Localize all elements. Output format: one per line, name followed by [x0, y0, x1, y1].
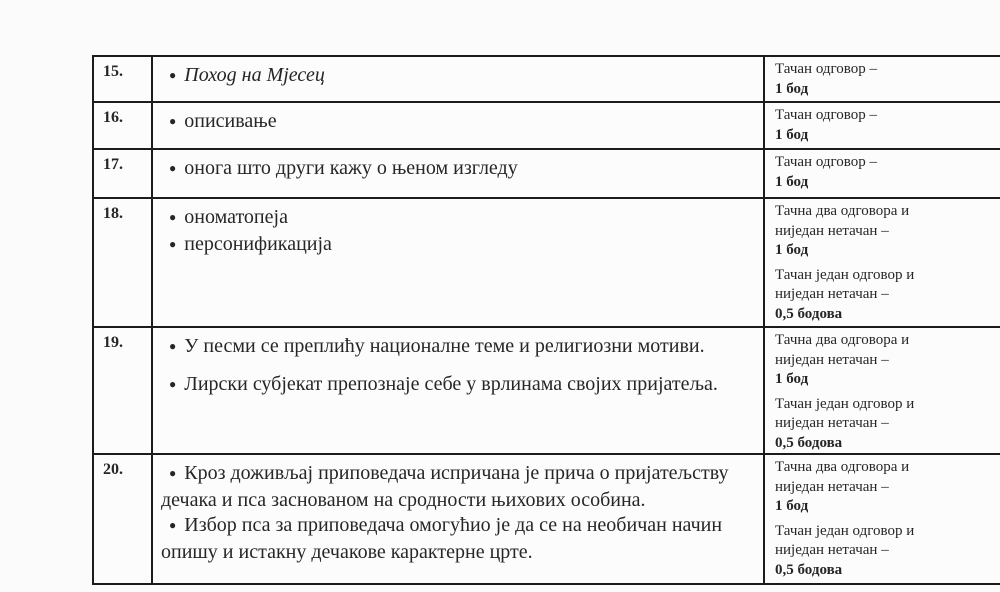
bullet-icon: ●	[169, 518, 177, 532]
scoring-line: Тачан одговор –	[775, 107, 878, 123]
scoring-cell	[764, 56, 1000, 102]
answer-text: Поход на Мјесец	[184, 64, 325, 86]
table-row	[93, 198, 1000, 327]
bullet-icon: ●	[169, 210, 177, 224]
scoring-line: Тачна два одговора и	[775, 459, 910, 475]
answer-text: Лирски субјекат препознаје себе у врлинама својих пријатеља.	[184, 373, 718, 395]
question-number-cell	[93, 149, 152, 198]
answer-item	[161, 109, 749, 136]
scoring-line: Тачан одговор –	[775, 61, 878, 77]
scoring-line: ниједан нетачан –	[775, 542, 889, 558]
answer-item	[161, 232, 749, 259]
scoring-line: 1 бод	[775, 498, 809, 514]
answer-cell	[152, 56, 764, 102]
scoring-line: 1 бод	[775, 126, 809, 143]
scoring-line: ниједан нетачан –	[775, 478, 889, 495]
bullet-icon: ●	[169, 339, 177, 353]
question-number: 18.	[103, 205, 123, 222]
scoring-line: Тачан један одговор и	[775, 522, 915, 539]
question-number: 20.	[103, 461, 123, 478]
scoring-line: 0,5 бодова	[775, 305, 843, 322]
scoring-line: 0,5 бодова	[775, 561, 843, 578]
answer-item	[161, 156, 749, 183]
answer-item	[161, 372, 749, 399]
scoring-line: Тачан један одговор и	[775, 266, 915, 283]
scoring-line: ниједан нетачан –	[775, 286, 889, 302]
answer-item	[161, 513, 749, 565]
table-row	[93, 327, 1000, 454]
scoring-line: Тачан одговор –	[775, 154, 878, 170]
table-row	[93, 454, 1000, 584]
table-row	[93, 102, 1000, 149]
question-number: 15.	[103, 63, 123, 80]
scoring-line: 0,5 бодова	[775, 434, 843, 451]
bullet-icon: ●	[169, 68, 177, 82]
scoring-line: 1 бод	[775, 242, 809, 258]
answer-text: описивање	[184, 110, 277, 132]
answer-cell	[152, 327, 764, 454]
scoring-line: 1 бод	[775, 371, 809, 387]
scoring-line: ниједан нетачан –	[775, 415, 889, 431]
scoring-line: 1 бод	[775, 80, 809, 97]
question-number: 19.	[103, 334, 123, 351]
answer-text: Избор пса за приповедача омогућио је да се на необичан начин опишу и истакну дечакове карактерне црте.	[161, 514, 723, 563]
answer-item	[161, 205, 749, 232]
answer-key-table-body	[93, 56, 1000, 584]
question-number-cell	[93, 198, 152, 327]
answer-text: У песми се преплићу националне теме и религиозни мотиви.	[184, 335, 705, 357]
answer-text: персонификација	[184, 233, 332, 255]
scoring-line: Тачна два одговора и	[775, 203, 910, 219]
scoring-cell	[764, 102, 1000, 149]
question-number: 16.	[103, 109, 123, 126]
scoring-cell	[764, 149, 1000, 198]
answer-text: Кроз доживљај приповедача испричана је прича о пријатељству дечака и пса заснованом на сродности њихових особина.	[161, 462, 729, 511]
scoring-line: 1 бод	[775, 173, 809, 190]
answer-item	[161, 461, 749, 513]
scoring-line: ниједан нетачан –	[775, 222, 889, 239]
answer-item	[161, 334, 749, 361]
bullet-icon: ●	[169, 114, 177, 128]
answer-cell	[152, 149, 764, 198]
question-number: 17.	[103, 156, 123, 173]
bullet-icon: ●	[169, 466, 177, 480]
scoring-cell	[764, 327, 1000, 454]
question-number-cell	[93, 454, 152, 584]
scoring-cell	[764, 198, 1000, 327]
answer-cell	[152, 102, 764, 149]
scoring-line: Тачна два одговора и	[775, 332, 910, 348]
bullet-icon: ●	[169, 161, 177, 175]
answer-item	[161, 63, 749, 90]
question-number-cell	[93, 327, 152, 454]
answer-text: ономатопеја	[184, 206, 288, 228]
answer-cell	[152, 454, 764, 584]
answer-key-table	[92, 55, 1000, 585]
answer-key-table-wrapper	[92, 55, 1000, 585]
scoring-cell	[764, 454, 1000, 584]
bullet-icon: ●	[169, 377, 177, 391]
bullet-icon: ●	[169, 237, 177, 251]
question-number-cell	[93, 102, 152, 149]
answer-text: онога што други кажу о њеном изгледу	[184, 157, 518, 179]
scoring-line: ниједан нетачан –	[775, 351, 889, 368]
table-row	[93, 149, 1000, 198]
table-row	[93, 56, 1000, 102]
scoring-line: Тачан један одговор и	[775, 395, 915, 412]
question-number-cell	[93, 56, 152, 102]
answer-cell	[152, 198, 764, 327]
